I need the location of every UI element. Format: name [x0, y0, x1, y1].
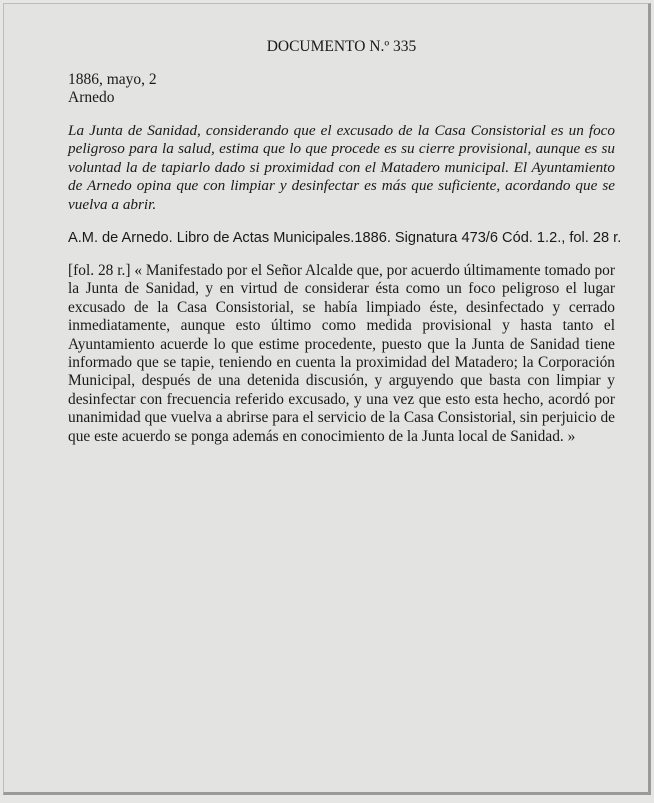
document-page	[3, 3, 651, 795]
document-summary: La Junta de Sanidad, considerando que el excusado de la Casa Consistorial es un foco peligroso para la salud, estima que lo que procede es su cierre provisional, aunque es su voluntad la de tapiarlo dado si proximidad con el Matadero municipal. El Ayuntamiento de Arnedo opina que con limpiar y desinfectar es más que suficiente, acordando que se vuelva a abrir.	[68, 122, 615, 213]
document-content	[68, 38, 622, 446]
document-title: DOCUMENTO N.º 335	[266, 38, 417, 55]
document-place: Arnedo	[68, 89, 115, 106]
document-transcription: [fol. 28 r.] « Manifestado por el Señor Alcalde que, por acuerdo últimamente tomado por la Junta de Sanidad, y en virtud de considerar ésta como un foco peligroso el lugar excusado de la Casa Consistorial, se había limpiado éste, desinfectado y cerrado inmediatamente, aunque esto último como medida provisional y hasta tanto el Ayuntamiento acuerde lo que estime procedente, puesto que la Junta de Sanidad tiene informado que se tapie, teniendo en cuenta la proximidad del Matadero; la Corporación Municipal, después de una detenida discusión, y arguyendo que basta con limpiar y desinfectar con frecuencia referido excusado, y una vez que esto esta hecho, acordó por unanimidad que vuelva a abrirse para el servicio de la Casa Consistorial, sin perjuicio de que este acuerdo se ponga además en conocimiento de la Junta local de Sanidad. »	[68, 262, 615, 445]
document-date: 1886, mayo, 2	[68, 71, 157, 88]
archival-source: A.M. de Arnedo. Libro de Actas Municipales.1886. Signatura 473/6 Cód. 1.2., fol. 28 r.	[68, 230, 622, 247]
date-place-block	[68, 71, 615, 107]
